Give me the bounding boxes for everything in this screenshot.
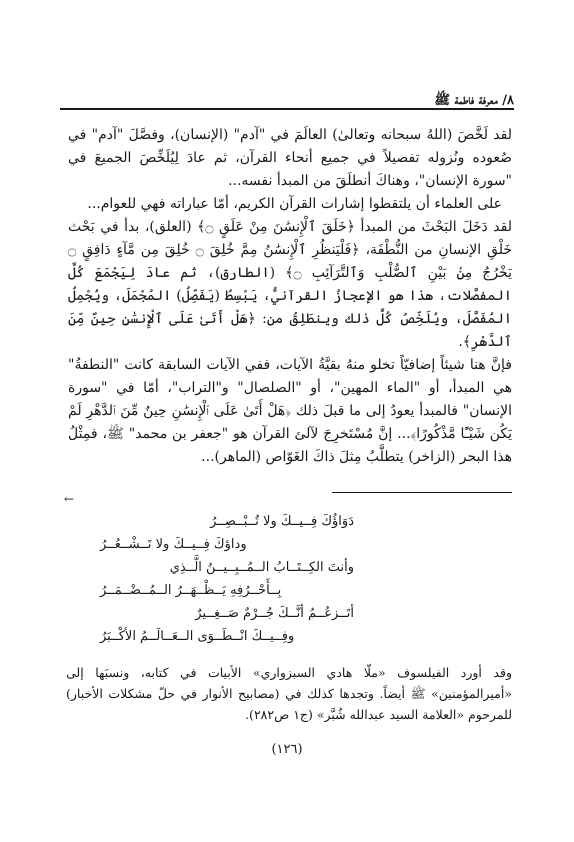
paragraph: فإنَّ هنا شيئاً إضافيّاً تخلو منهُ بقيَّةُ الآيات، ففي الآيات السابقة كانت "النطفةُ" هي المبدأ، أو "الماء المهين"، أو "الصلصال" و"التراب"، أمّا في "سورة الإنسان" فالمبدأ يعودُ إلى ما قبلَ ذلك ﴿هَلْ أَتَىٰ عَلَى ٱلْإِنسَٰنِ حِينٌ مِّنَ ٱلدَّهْرِ لَمْ يَكُن شَيْـًٔا مَّذْكُورًا﴾... إنَّ مُسْتَخرِجَ لآلئ القرآن هو "جعفر بن محمد" ﷺ، فمِثْلُ هذا البحر (الزاخر) يتطلَّبُ مِثلَ ذاكَ الغَوّاص (الماهر)... xyxy=(68,357,512,465)
paragraph: لقد دَخَلَ البَحْثَ من المبدأ ﴿خَلَقَ ٱلْإِنسَٰنَ مِنْ عَلَقٍ ۝﴾ (العلق)، بدأ في بَحْث خَلْقِ الإنسانِ من النُّطْفَة، ﴿فَلْيَنظُرِ ٱلْإِنسَٰنُ مِمَّ خُلِقَ ۝ خُلِقَ مِن مَّآءٍ دَافِقٍ ۝ يَخْرُجُ مِنۢ بَيْنِ ٱلصُّلْبِ وَٱلتَّرَآئِبِ ۝﴾ (الطارق)، ثم عادَ لِيَجْمَعَ كُلَّ المفصَّلات، هذا هو الإعجازُ القرآنيُّ، يَبْسِطُ (يَفَصِّلُ) المُجْمَلَ، ويُجْمِلُ المُفَصَّلَ، ويُلَخِّصُ كُلَّ ذلك وينطَلِقُ من: ﴿هَلْ أَتَىٰ عَلَى ٱلْإِنسَٰنِ حِينٌ مِّنَ ٱلدَّهْرِ﴾. xyxy=(68,219,513,350)
poem-hemistich: وداؤكَ فِــيــكَ ولا تَــشْــعُــرُ xyxy=(100,537,247,552)
footnote-marker: ← xyxy=(64,492,75,506)
footnote-note: وقد أورد الفيلسوف «ملّا هادي السبزواري» الأبيات في كتابه، ونسبَها إلى «أميرالمؤمنين» ﷺ أيضاً. وتجدها كذلك في (مصابيح الأنوار في حلّ مشكلات الأخبار) للمرحوم «العلامة السيد عبدالله شُبَّر» (ج١ ص٢٨٢). xyxy=(66,665,512,722)
poem-hemistich: أتَــزعُــمُ أنَّــكَ جُــرْمٌ صَــغِــيرٌ xyxy=(195,606,354,621)
paragraph: لقد لَخَّصَ (اللهُ سبحانه وتعالىٰ) العالَمَ في "آدم" (الإنسان)، وفصَّلَ "آدم" في صُعوده ونُزوله تفصيلاً في جميع أنحاء القرآن، ثم عادَ لِيُلَخِّصَ الجميعَ في "سورة الإنسان"، وهناكَ أنطلَقَ من المبدأ نفسه... xyxy=(68,127,512,189)
paragraph: على العلماء أن يلتقطوا إشارات القرآن الكريم، أمّا عباراته فهي للعوام... xyxy=(87,196,502,212)
poem-hemistich: وأنتَ الكِــتَــابُ الــمُــبِــيــنُ الَّــذِي xyxy=(169,560,354,575)
poem-hemistich: بِــأَحْــرُفِهِ يَــظْــهَــرُ الــمُــضْــمَــرُ xyxy=(100,583,282,598)
page-number: (١٢٦) xyxy=(271,742,303,757)
poem-hemistich: دَوَاؤُكَ فِــيــكَ ولا تُــبْــصِــرُ xyxy=(210,514,354,529)
running-title: ٨/ معرفة فاطمة ﷺ xyxy=(434,93,514,108)
poem-hemistich: وفِــيــكَ انْــطَــوَى الــعَــالَــمُ الأكْــبَرُ xyxy=(100,629,295,644)
main-text xyxy=(68,124,512,469)
footnote-poem xyxy=(90,510,474,648)
header-rule xyxy=(60,108,514,110)
footnote-rule xyxy=(332,492,512,493)
footnote-text xyxy=(66,662,512,725)
